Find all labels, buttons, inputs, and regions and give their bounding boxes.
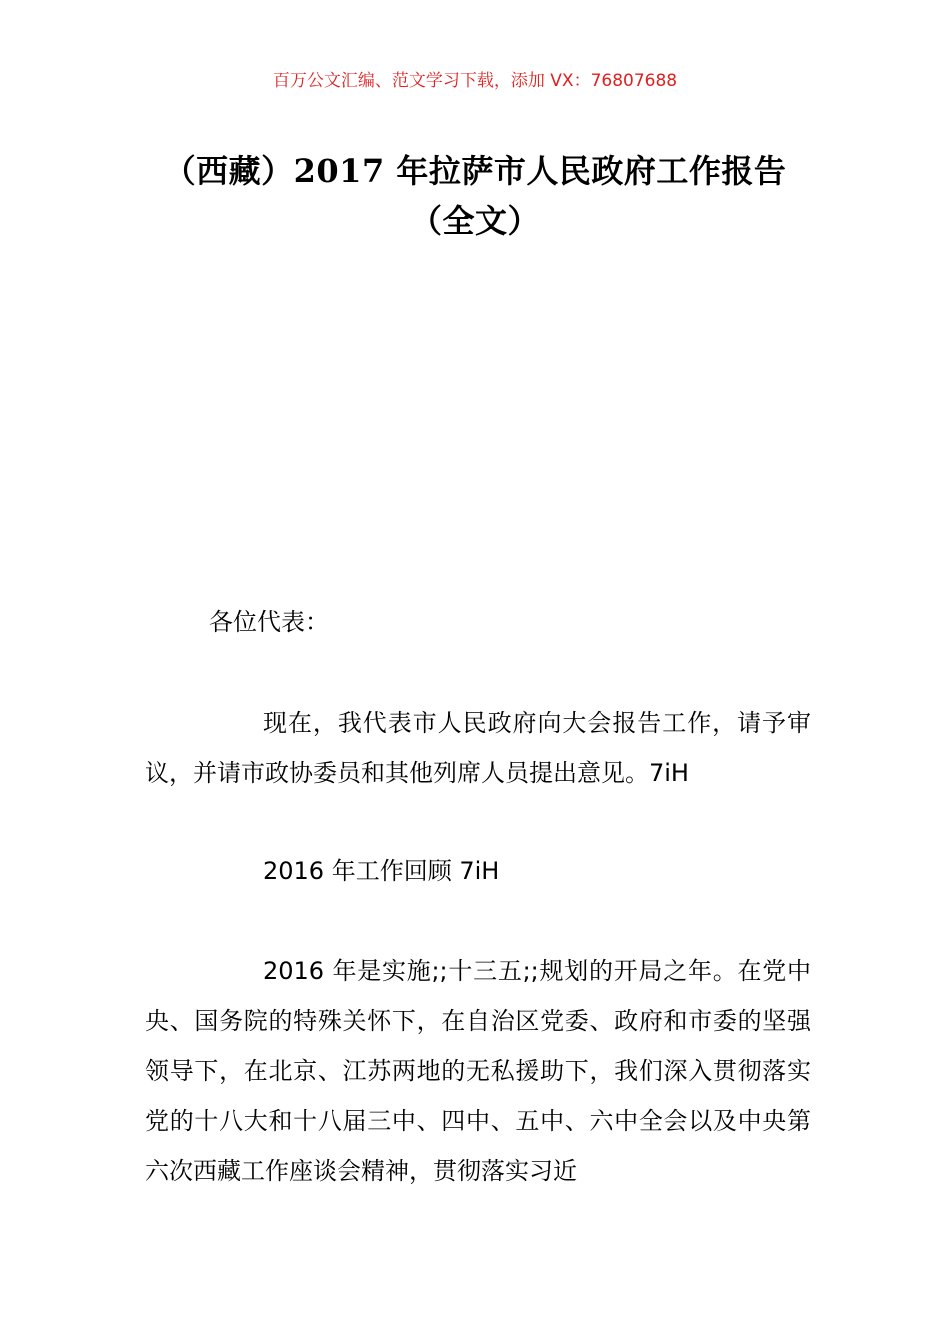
paragraph-review: 2016 年是实施;;十三五;;规划的开局之年。在党中央、国务院的特殊关怀下，在自治区党委、政府和市委的坚强领导下，在北京、江苏两地的无私援助下，我们深入贯彻落实党的十八大和十八届三中、四中、五中、六中全会以及中央第六次西藏工作座谈会精神，贯彻落实习近 xyxy=(145,957,811,1185)
title-line-2: （全文） xyxy=(409,202,540,240)
title-line-1: （西藏）2017 年拉萨市人民政府工作报告 xyxy=(163,152,787,190)
document-title xyxy=(100,146,850,246)
section-heading: 2016 年工作回顾 7iH xyxy=(263,857,500,885)
paragraph-intro: 现在，我代表市人民政府向大会报告工作，请予审议，并请市政协委员和其他列席人员提出意见。7iH xyxy=(145,709,811,787)
salutation: 各位代表： xyxy=(209,608,329,636)
promo-banner: 百万公文汇编、范文学习下载，添加 VX：76807688 xyxy=(272,71,678,91)
